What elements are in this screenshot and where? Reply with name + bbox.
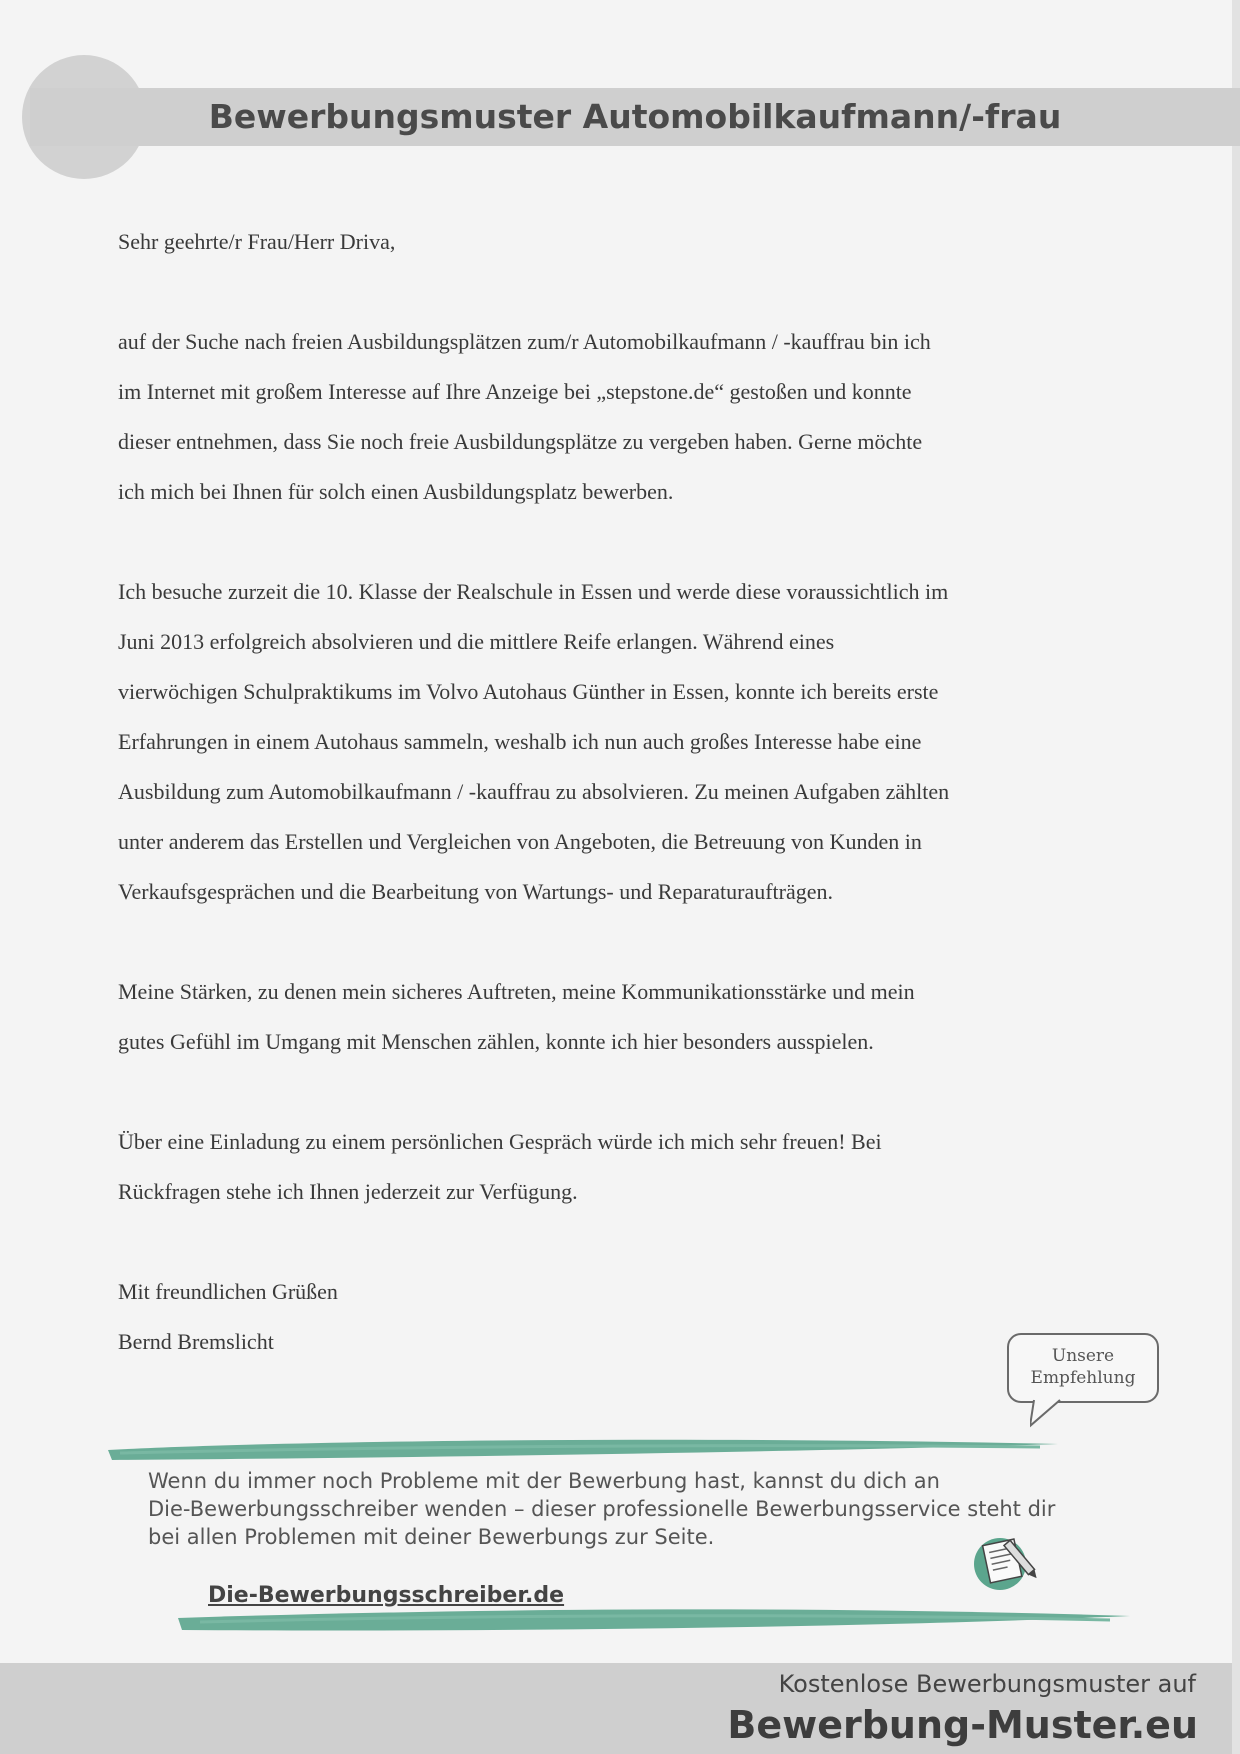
letter-line: Juni 2013 erfolgreich absolvieren und die mittlere Reife erlangen. Während eines bbox=[118, 629, 835, 654]
letter-line: im Internet mit großem Interesse auf Ihre Anzeige bei „stepstone.de“ gestoßen und konnte bbox=[118, 379, 912, 404]
recommendation-line: Empfehlung bbox=[1030, 1368, 1136, 1388]
letter-line: Rückfragen stehe ich Ihnen jederzeit zur Verfügung. bbox=[118, 1179, 578, 1204]
footer-site-name[interactable]: Bewerbung-Muster.eu bbox=[727, 1703, 1198, 1747]
document-pen-icon bbox=[972, 1530, 1050, 1592]
signature: Bernd Bremslicht bbox=[118, 1329, 274, 1354]
promo-line: bei allen Problemen mit deiner Bewerbungs zur Seite. bbox=[148, 1525, 715, 1549]
letter-line: Ausbildung zum Automobilkaufmann / -kauffrau zu absolvieren. Zu meinen Aufgaben zählten bbox=[118, 779, 950, 804]
letter-line: Über eine Einladung zu einem persönlichen Gespräch würde ich mich sehr freuen! Bei bbox=[118, 1129, 882, 1154]
salutation: Sehr geehrte/r Frau/Herr Driva, bbox=[118, 229, 396, 254]
letter-line: Verkaufsgesprächen und die Bearbeitung von Wartungs- und Reparaturaufträgen. bbox=[118, 879, 834, 904]
closing: Mit freundlichen Grüßen bbox=[118, 1279, 338, 1304]
letter-line: Ich besuche zurzeit die 10. Klasse der Realschule in Essen und werde diese voraussichtlich im bbox=[118, 579, 949, 604]
letter-line: dieser entnehmen, dass Sie noch freie Ausbildungsplätze zu vergeben haben. Gerne möchte bbox=[118, 429, 923, 454]
letter-line: ich mich bei Ihnen für solch einen Ausbildungsplatz bewerben. bbox=[118, 479, 674, 504]
letter-line: auf der Suche nach freien Ausbildungsplätzen zum/r Automobilkaufmann / -kauffrau bin ich bbox=[118, 329, 931, 354]
page-title: Bewerbungsmuster Automobilkaufmann/-frau bbox=[208, 97, 1062, 136]
letter-line: unter anderem das Erstellen und Vergleichen von Angeboten, die Betreuung von Kunden in bbox=[118, 829, 922, 854]
promo-text bbox=[148, 1467, 1108, 1551]
letter-line: Meine Stärken, zu denen mein sicheres Auftreten, meine Kommunikationsstärke und mein bbox=[118, 979, 915, 1004]
letter-line: gutes Gefühl im Umgang mit Menschen zählen, konnte ich hier besonders ausspielen. bbox=[118, 1029, 874, 1054]
recommendation-line: Unsere bbox=[1051, 1346, 1115, 1366]
promo-line: Die-Bewerbungsschreiber wenden – dieser professionelle Bewerbungsservice steht dir bbox=[148, 1497, 1056, 1521]
promo-link[interactable]: Die-Bewerbungsschreiber.de bbox=[208, 1583, 565, 1608]
letter-line: vierwöchigen Schulpraktikums im Volvo Autohaus Günther in Essen, konnte ich bereits erste bbox=[118, 679, 939, 704]
promo-line: Wenn du immer noch Probleme mit der Bewerbung hast, kannst du dich an bbox=[148, 1469, 940, 1493]
letter-line: Erfahrungen in einem Autohaus sammeln, weshalb ich nun auch großes Interesse habe eine bbox=[118, 729, 922, 754]
footer-tagline: Kostenlose Bewerbungsmuster auf bbox=[778, 1670, 1196, 1698]
